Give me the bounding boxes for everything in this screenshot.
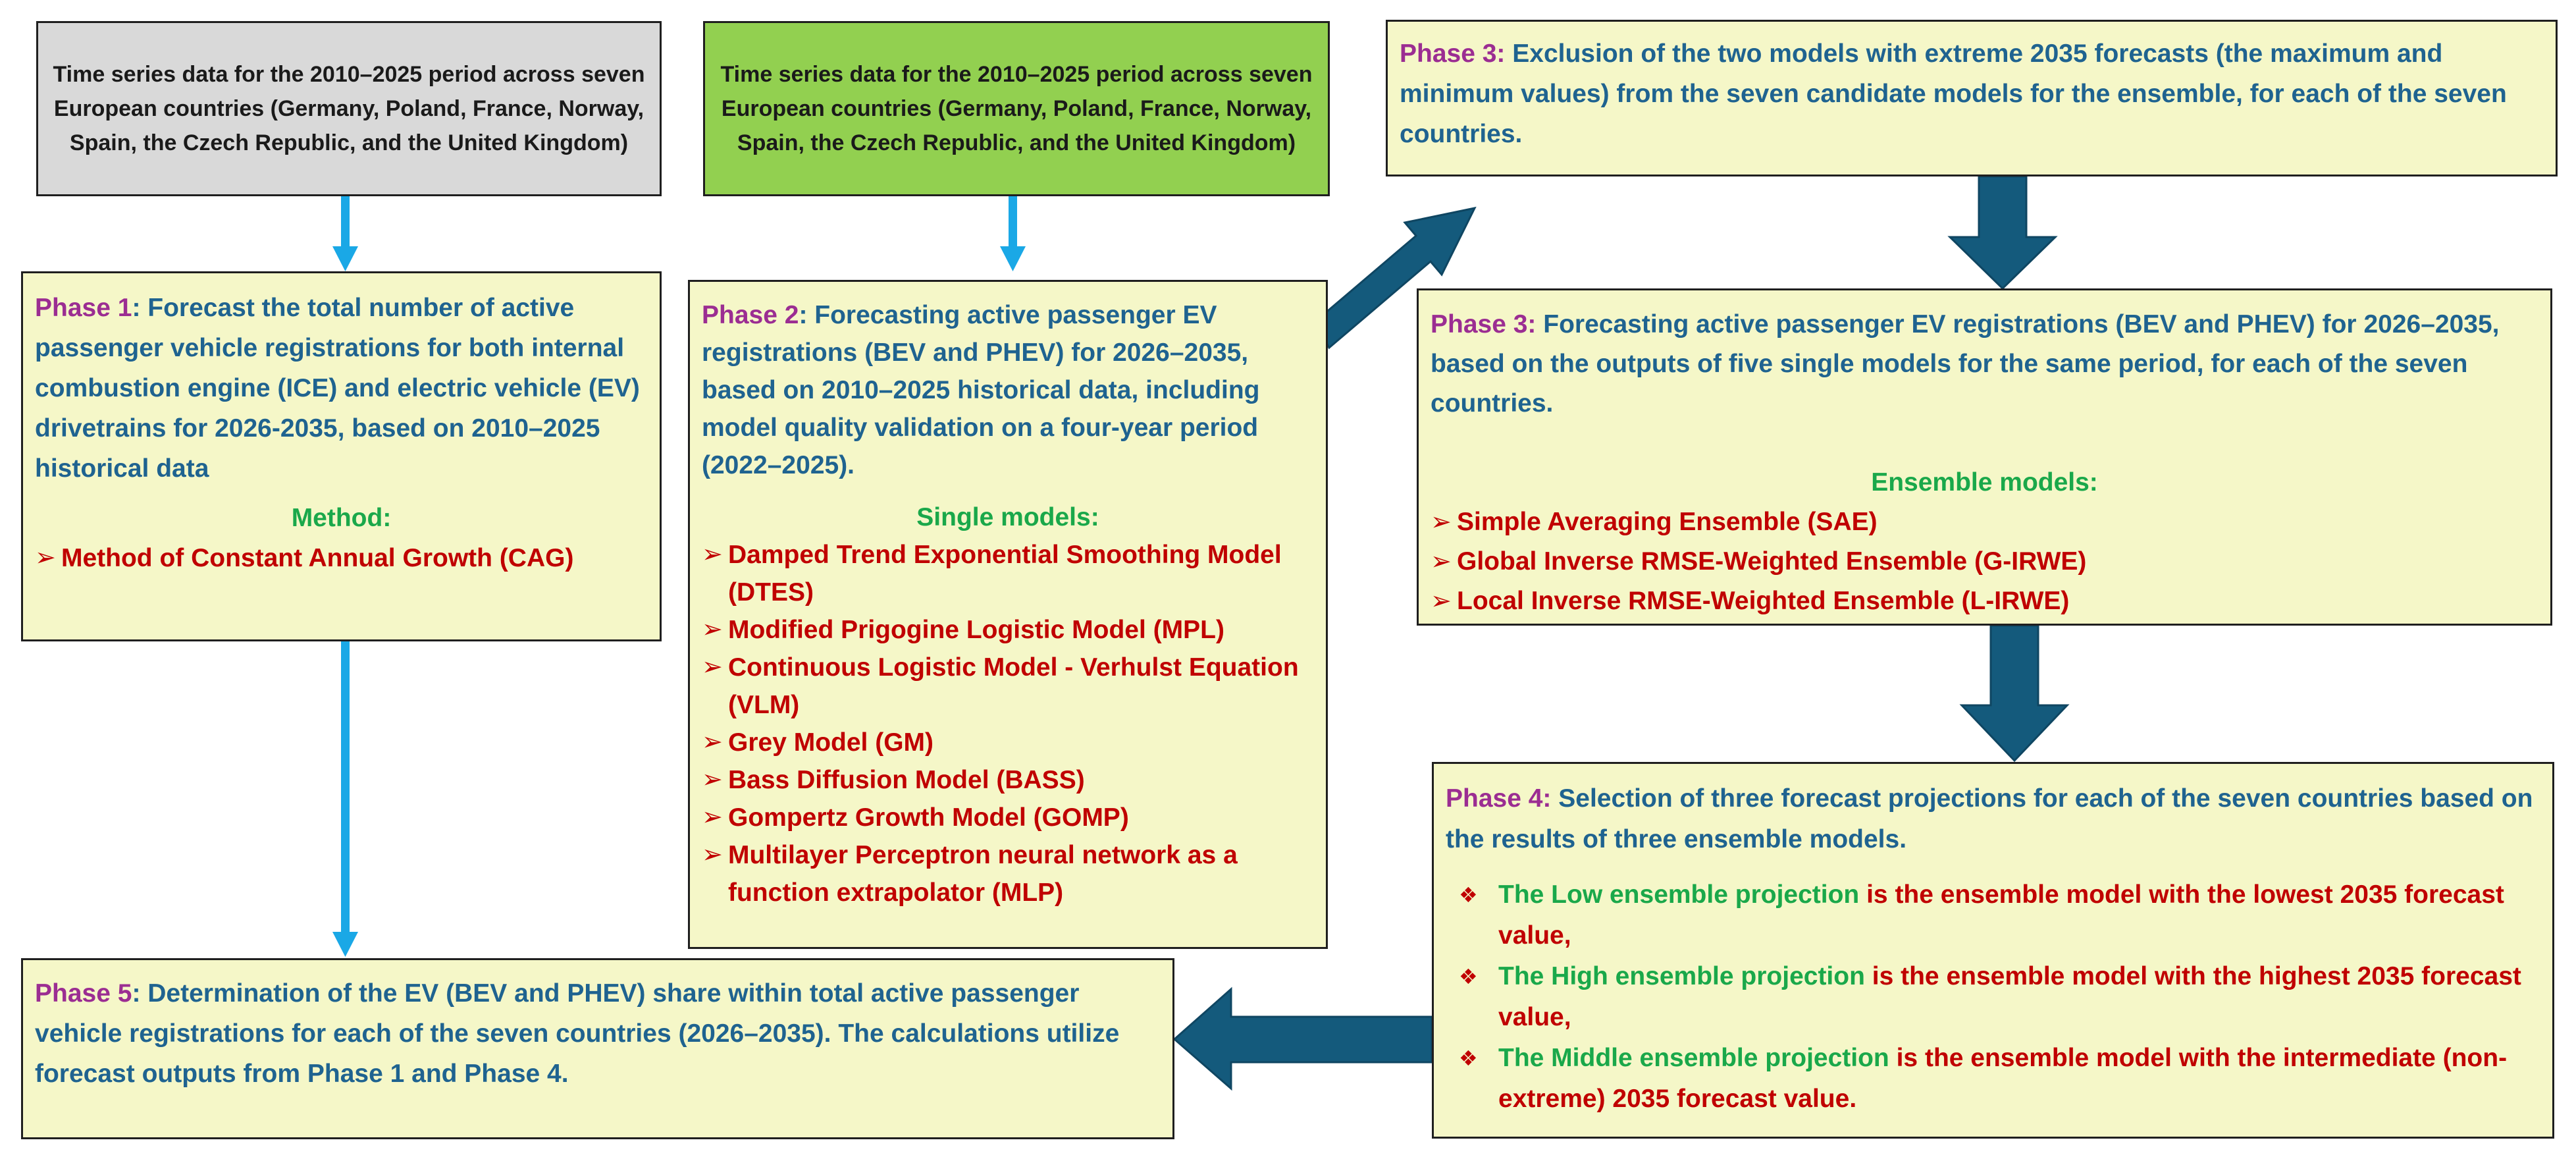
arrow-source2-to-phase2 [1000,196,1026,271]
list-item [1446,956,2540,1038]
arrowhead-bullet-icon: ➢ [1431,587,1452,615]
ensemble-models-heading: Ensemble models: [1871,468,2098,497]
arrow-phase4-to-phase5 [1174,989,1432,1089]
phase-label: Phase 3: [1431,310,1537,338]
phase-text: Exclusion of the two models with extreme 2035 forecasts (the maximum and minimum values) from the seven candidate models for the ensemble, for each of the seven countries. [1400,40,2507,148]
arrowhead-bullet-icon: ➢ [1431,508,1452,536]
list-item [702,799,1314,836]
model-label: Multilayer Perceptron neural network as a function extrapolator (MLP) [728,841,1238,907]
model-label: Modified Prigogine Logistic Model (MPL) [728,616,1224,644]
projection-name: The High ensemble projection [1498,962,1865,990]
list-item [1431,542,2538,581]
phase3-description [1431,305,2538,423]
method-heading: Method: [291,504,392,532]
projection-desc: is the ensemble model with the highest 2035 forecast value, [1498,962,2521,1031]
list-item [702,761,1314,799]
list-item [1431,502,2538,542]
arrowhead-bullet-icon: ➢ [702,541,723,568]
phase-text: Forecasting active passenger EV registrations (BEV and PHEV) for 2026–2035, based on the outputs of five single models for the same period, for each of the seven countries. [1431,310,2500,418]
phase-text: Selection of three forecast projections for each of the seven countries based on the results of three ensemble models. [1446,784,2533,853]
phase-label: Phase 3: [1400,40,1506,68]
source-data-box-gray [36,21,662,196]
list-item [702,724,1314,761]
ensemble-label: Global Inverse RMSE-Weighted Ensemble (G-IRWE) [1457,547,2087,576]
list-item [702,836,1314,911]
source-data-box-green [703,21,1330,196]
method-label: Method of Constant Annual Growth (CAG) [61,544,574,572]
phase-label: Phase 4: [1446,784,1552,813]
projection-name: The Middle ensemble projection [1498,1044,1889,1072]
arrowhead-bullet-icon: ➢ [702,653,723,681]
phase5-box [21,958,1174,1139]
phase4-description [1446,778,2540,860]
model-label: Continuous Logistic Model - Verhulst Equation (VLM) [728,653,1299,719]
model-label: Bass Diffusion Model (BASS) [728,766,1085,794]
single-models-heading: Single models: [916,503,1099,531]
arrowhead-bullet-icon: ➢ [702,841,723,869]
model-label: Damped Trend Exponential Smoothing Model (DTES) [728,541,1282,607]
arrow-source1-to-phase1 [332,196,358,271]
source-data-text: Time series data for the 2010–2025 period across seven European countries (Germany, Poland, France, Norway, Spain, the Czech Republic, and the United Kingdom) [720,62,1313,155]
phase1-box [21,271,662,641]
list-item [702,649,1314,724]
arrowhead-bullet-icon: ➢ [702,803,723,831]
phase-text: : Forecast the total number of active passenger vehicle registrations for both internal combustion engine (ICE) and electric vehicle (EV) drivetrains for 2026-2035, based on 2010–2025 historical data [35,294,640,483]
phase-label: Phase 5 [35,979,132,1008]
phase3-exclusion-box [1386,20,2558,176]
arrow-phase3b-to-phase4 [1962,626,2067,761]
diamond-bullet-icon: ❖ [1459,1046,1478,1070]
model-label: Gompertz Growth Model (GOMP) [728,803,1129,832]
phase-text: : Determination of the EV (BEV and PHEV) share within total active passenger vehicle registrations for each of the seven countries (2026–2035). The calculations utilize forecast outputs from Phase 1 and Phase 4. [35,979,1120,1088]
diamond-bullet-icon: ❖ [1459,965,1478,988]
arrowhead-bullet-icon: ➢ [35,544,56,572]
phase4-box [1432,762,2554,1139]
arrowhead-bullet-icon: ➢ [1431,548,1452,576]
ensemble-label: Simple Averaging Ensemble (SAE) [1457,508,1878,536]
projection-name: The Low ensemble projection [1498,880,1860,909]
arrowhead-bullet-icon: ➢ [702,728,723,756]
arrow-phase1-to-phase5 [332,641,358,957]
source-data-text: Time series data for the 2010–2025 period across seven European countries (Germany, Poland, France, Norway, Spain, the Czech Republic, and the United Kingdom) [53,62,645,155]
ensemble-label: Local Inverse RMSE-Weighted Ensemble (L-IRWE) [1457,587,2070,615]
phase1-description [35,288,648,489]
phase2-description [702,296,1314,484]
phase2-box [688,280,1328,949]
list-item [1446,1038,2540,1120]
phase-text: : Forecasting active passenger EV registrations (BEV and PHEV) for 2026–2035, based on 2010–2025 historical data, including model quality validation on a four-year period (2022–2025). [702,301,1260,479]
phase-label: Phase 1 [35,294,132,322]
list-item [1431,581,2538,621]
list-item [1446,875,2540,956]
model-label: Grey Model (GM) [728,728,934,757]
diamond-bullet-icon: ❖ [1459,883,1478,907]
arrowhead-bullet-icon: ➢ [702,616,723,643]
arrow-phase3a-to-phase3b [1950,176,2055,288]
phase-label: Phase 2 [702,301,799,329]
list-item [702,611,1314,649]
list-item [35,538,648,578]
phase3-ensemble-box [1417,288,2552,626]
list-item [702,536,1314,611]
projection-desc: is the ensemble model with the intermediate (non-extreme) 2035 forecast value. [1498,1044,2508,1113]
arrowhead-bullet-icon: ➢ [702,766,723,794]
projection-desc: is the ensemble model with the lowest 2035 forecast value, [1498,880,2504,950]
